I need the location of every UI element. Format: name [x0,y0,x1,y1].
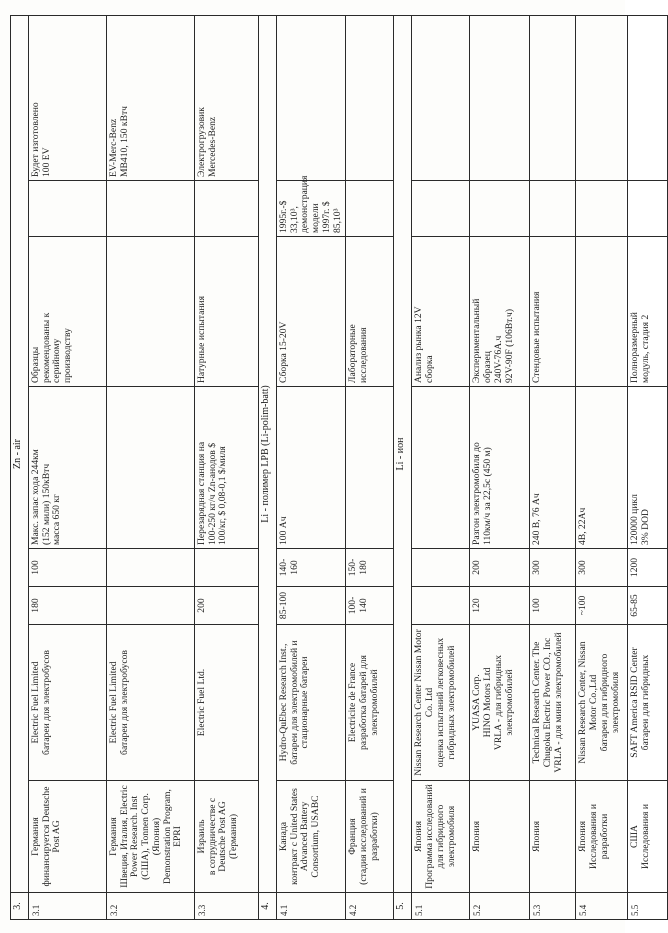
cell-line: Consortium, USABC [310,795,322,878]
cell-line: Nissan Research Center, Nissan [577,641,589,764]
cell-line: Швеция, Италия, Electric [118,785,130,888]
note-cell [346,16,394,181]
stage-cell [576,237,628,387]
table-row [576,16,628,920]
cell-line: 85,10³ [331,208,343,233]
cell-line: Advanced Battery [299,801,311,872]
cell-line: 120000 цикл [629,494,641,545]
cell-line: Deutsche Post AG [217,801,229,872]
characteristics-cell [107,387,195,549]
cell-line: 240 В, 76 Ач [531,493,543,545]
cell-line: сборка [424,355,436,383]
cell-line: Hydro-QuEbec Research Inst., [278,643,289,762]
cell-line: Лабораторные [347,324,359,383]
section-number: 4. [259,893,277,920]
row-number: 5.5 [628,893,668,920]
cell-line: батареи для гибридного [598,653,610,752]
cell-line: (стадия исследований и [358,788,370,885]
power-by-weight-cell: 140-160 [277,549,346,587]
cell-line: демонстрация [299,175,311,233]
note-cell [412,16,470,181]
characteristics-cell [346,387,394,549]
cell-line: Co. Ltd [424,687,436,718]
cell-line: EV-Merc-Benz [108,118,119,177]
cell-line: VRLA - для гибридных [492,654,504,751]
stage-cell [412,237,470,387]
stage-cell [628,237,668,387]
cell-line: Nissan Research Center Nissan Motor [413,629,425,776]
organization-cell [530,625,576,781]
cost-cell [576,181,628,237]
cell-line: SAFT America RSID Center [629,647,641,758]
table-row [277,16,346,920]
cell-line: Перезарядная станция на [196,441,207,545]
cell-line: разработки [598,813,610,860]
row-number: 3.3 [195,893,259,920]
cell-line: Chugoku Electric Power CO., Inc [542,637,554,768]
table-row [628,16,668,920]
section-row [259,16,277,920]
country-cell [29,781,107,893]
characteristics-cell [29,387,107,549]
cost-cell [346,181,394,237]
characteristics-cell [530,387,576,549]
energy-by-weight-cell: 180 [29,587,107,625]
cell-line: разработка батарей для [358,655,370,750]
row-number: 5.1 [412,893,470,920]
note-cell [277,16,346,181]
cell-line: в сотрудничестве с [206,797,218,876]
cell-line: Demonstration Program, [161,789,173,884]
cell-line: 3% DOD [640,509,652,545]
cell-line: для гибридного [434,804,446,869]
cell-line: электромобиля [609,671,621,734]
cell-line: Электрогрузовик [196,107,207,177]
cell-line: модуль, стадия 2 [640,314,652,383]
table-row [470,16,530,920]
stage-cell [29,237,107,387]
characteristics-cell [628,387,668,549]
cell-line: Исследования и [640,804,652,869]
cost-cell [470,181,530,237]
note-cell [107,16,195,181]
cell-line: масса 650 кг [51,494,63,545]
cell-line: Electricite de France [347,662,359,743]
organization-cell [346,625,394,781]
section-row [11,16,29,920]
cell-line: Экспериментальный [471,298,483,383]
cell-line: Япония [471,821,483,853]
power-by-weight-cell [195,549,259,587]
organization-cell [576,625,628,781]
stage-cell [107,237,195,387]
cell-line: батареи для электробусов [118,650,130,755]
cell-line: Израиль [196,819,207,854]
cell-line: VRLA - для мини электромобилей [552,632,564,773]
cell-line: Post AG [51,820,63,853]
cell-line: Натурные испытания [196,295,207,383]
cell-line: Исследования и [588,804,600,869]
cell-line: Electric Fuel Limited [30,661,41,744]
stage-cell [346,237,394,387]
cell-line: 92V-90F (106Вт.ч) [503,308,515,383]
energy-by-weight-cell: 120 [470,587,530,625]
note-cell [530,16,576,181]
cost-cell [412,181,470,237]
cell-line: образец [482,351,494,383]
cell-line: рекомендованы к [40,312,52,383]
cell-line: Полноразмерный [629,312,641,383]
cell-line: электромобилей [503,669,515,736]
energy-by-weight-cell: ~100 [576,587,628,625]
cell-line: разработки) [368,812,380,861]
row-number: 5.3 [530,893,576,920]
note-cell [576,16,628,181]
country-cell [530,781,576,893]
energy-by-weight-cell: 100-140 [346,587,394,625]
characteristics-cell [277,387,346,549]
cost-cell [107,181,195,237]
cell-line: Программа исследований [424,784,436,889]
energy-by-weight-cell: 65-85 [628,587,668,625]
cell-line: батареи для гибридных [640,654,652,751]
country-cell [107,781,195,893]
cell-line: Сборка 15-20V [278,321,289,383]
cell-line: финансируется Deutsche [40,786,52,887]
table-row [346,16,394,920]
table-row [530,16,576,920]
energy-by-weight-cell [412,587,470,625]
cell-line: гибридных электромобилей [445,645,457,760]
cell-line: батареи для электромобилей и [288,640,300,765]
cell-line: 100 EV [40,147,52,177]
cell-line: Образцы [30,346,41,383]
cell-line: контракт с United States [288,788,300,885]
row-number: 5.4 [576,893,628,920]
country-cell [470,781,530,893]
country-cell [412,781,470,893]
cell-line: 240V-76А.ч [492,335,504,383]
cell-line: MB410, 150 кВтч [118,106,130,177]
cell-line: (Германия) [228,813,240,860]
energy-by-weight-cell: 200 [195,587,259,625]
cell-line: Разгон электромобиля до [471,442,483,545]
stage-cell [530,237,576,387]
row-number: 3.2 [107,893,195,920]
cell-line: 33,10³, [288,206,300,233]
section-title: Li - полимер LPB (Li-polim-batt) [259,16,277,893]
section-row [394,16,412,920]
organization-cell [107,625,195,781]
cell-line: Германия [30,817,41,856]
country-cell [576,781,628,893]
energy-by-weight-cell [107,587,195,625]
cell-line: Германия [108,817,119,856]
energy-by-weight-cell: 85-100 [277,587,346,625]
cell-line: 100 Ач [278,516,289,545]
cell-line: Electric Fuel Ltd. [196,668,207,737]
organization-cell [277,625,346,781]
note-cell [29,16,107,181]
cell-line: оценка испытаний легковесных [434,637,446,768]
battery-programs-table [10,15,668,920]
cell-line: Power Research. Inst [129,795,141,878]
organization-cell [29,625,107,781]
cell-line: 110км/ч за 22,5с (450 м) [482,447,494,545]
characteristics-cell [470,387,530,549]
stage-cell [195,237,259,387]
cell-line: Стендовые испытания [531,291,543,383]
section-title: Li - ион [394,16,412,893]
section-number: 3. [11,893,29,920]
cell-line: производству [62,328,74,383]
cell-line: Анализ рынка 12V [413,306,425,383]
cell-line: Electric Fuel Limited [108,661,119,744]
row-number: 4.2 [346,893,394,920]
cell-line: HINO Motors Ltd [482,667,494,738]
note-cell [628,16,668,181]
power-by-weight-cell: 200 [470,549,530,587]
cell-line: Франция [347,818,359,855]
table-row [412,16,470,920]
characteristics-cell [412,387,470,549]
section-title: Zn - air [11,16,29,893]
note-cell [195,16,259,181]
cell-line: Канада [278,821,289,852]
cell-line: батареи для электробусов [40,650,52,755]
country-cell [277,781,346,893]
cell-line: Япония [577,821,589,853]
energy-by-weight-cell: 100 [530,587,576,625]
cell-line: серийному [51,338,63,383]
cost-cell [29,181,107,237]
stage-cell [470,237,530,387]
cell-line: исследования [358,327,370,383]
cell-line: США [629,825,641,849]
cell-line: Япония [413,821,425,853]
characteristics-cell [576,387,628,549]
cell-line: 100-250 кг/ч Zn-анодов $ [206,442,218,545]
power-by-weight-cell: 300 [576,549,628,587]
cell-line: 4В, 22Ач [577,507,589,545]
cell-line: YUASA Corp. [471,674,483,731]
note-cell [470,16,530,181]
power-by-weight-cell: 150-180 [346,549,394,587]
row-number: 5.2 [470,893,530,920]
cell-line: Mercedes-Benz [206,116,218,177]
table-row [107,16,195,920]
characteristics-cell [195,387,259,549]
cost-cell [628,181,668,237]
power-by-weight-cell [107,549,195,587]
cell-line: (152 мили) 150кВтч [40,463,52,545]
cell-line: (США), Tonnen Corp. [140,793,152,880]
cell-line: Motor Co.,Ltd [588,674,600,731]
power-by-weight-cell [412,549,470,587]
cell-line: Япония [531,821,543,853]
power-by-weight-cell: 300 [530,549,576,587]
country-cell [628,781,668,893]
section-number: 5. [394,893,412,920]
cell-line: электромобилей [368,669,380,736]
cell-line: 1997г. $ [320,201,332,233]
cost-cell [277,175,346,237]
power-by-weight-cell: 100 [29,549,107,587]
stage-cell [277,237,346,387]
organization-cell [195,625,259,781]
country-cell [346,781,394,893]
cell-line: 1995г.-$ [278,200,289,233]
table-row [195,16,259,920]
country-cell [195,781,259,893]
cell-line: 100/кг, $ 0,08-0,1 $/миля [217,446,229,545]
table-row [29,16,107,920]
row-number: 4.1 [277,893,346,920]
cell-line: Technical Research Center. The [531,641,543,764]
cell-line: стационарные батареи [299,656,311,749]
row-number: 3.1 [29,893,107,920]
cost-cell [530,181,576,237]
cell-line: (Япония) [150,817,162,856]
organization-cell [628,625,668,781]
cell-line: EPRI [172,826,184,847]
cell-line: Макс. запас хода 244км [30,449,41,545]
organization-cell [470,625,530,781]
cell-line: модели [310,203,322,233]
cell-line: Будет изготовлено [30,102,41,177]
power-by-weight-cell: 1200 [628,549,668,587]
cost-cell [195,181,259,237]
cell-line: электромобиля [445,805,457,868]
organization-cell [412,625,470,781]
